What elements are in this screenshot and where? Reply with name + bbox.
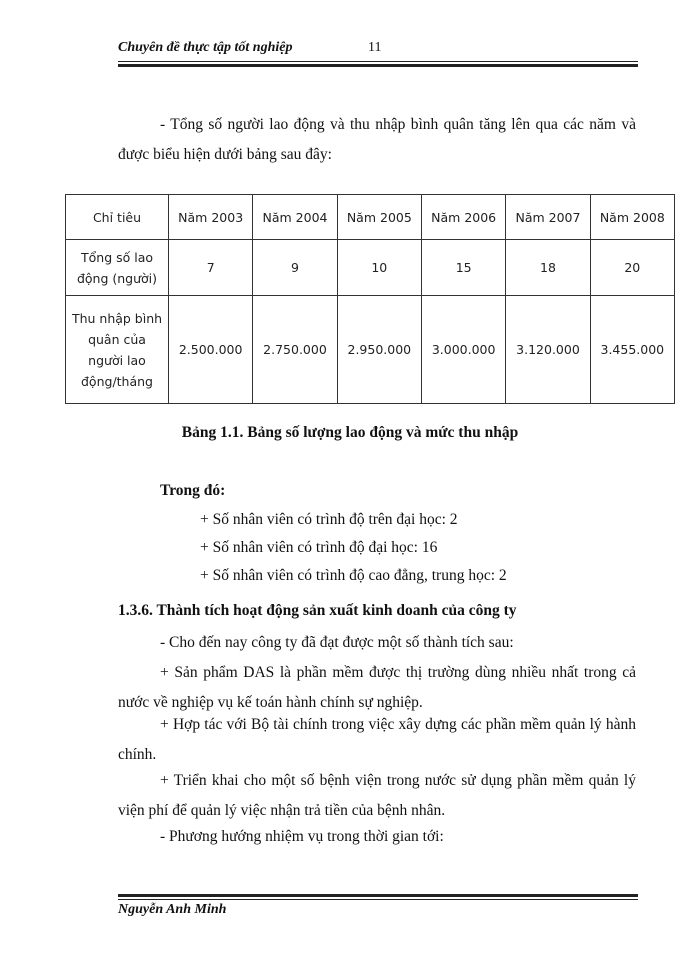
column-header: Năm 2007 (506, 195, 590, 240)
list-item: + Số nhân viên có trình độ đại học: 16 (200, 539, 438, 556)
table-cell: 15 (421, 240, 505, 296)
column-header: Chỉ tiêu (66, 195, 169, 240)
section-paragraph: + Sản phẩm DAS là phần mềm được thị trường dùng nhiều nhất trong cả nước về nghiệp vụ kế toán hành chính sự nghiệp. (118, 664, 636, 711)
column-header: Năm 2004 (253, 195, 337, 240)
table-cell: 20 (590, 240, 674, 296)
footer-rule-thick (118, 894, 638, 897)
section-heading: 1.3.6. Thành tích hoạt động sản xuất kinh doanh của công ty (118, 602, 517, 619)
table-cell: 10 (337, 240, 421, 296)
column-header: Năm 2006 (421, 195, 505, 240)
table-header-row (66, 195, 675, 240)
section-paragraph: + Triển khai cho một số bệnh viện trong nước sử dụng phần mềm quản lý viện phí để quản lý việc nhận trả tiền của bệnh nhân. (118, 772, 636, 819)
list-item: + Số nhân viên có trình độ cao đẳng, trung học: 2 (200, 567, 507, 584)
table-cell: 2.950.000 (337, 296, 421, 404)
table-row (66, 296, 675, 404)
column-header: Năm 2008 (590, 195, 674, 240)
footer-rule-thin (118, 899, 638, 900)
breakdown-list (200, 506, 507, 590)
table-cell: 7 (169, 240, 253, 296)
table-cell: 18 (506, 240, 590, 296)
intro-paragraph: - Tổng số người lao động và thu nhập bình quân tăng lên qua các năm và được biểu hiện dưới bảng sau đây: (118, 116, 636, 163)
table-row (66, 240, 675, 296)
row-label: Tổng số lao động (người) (66, 240, 169, 296)
document-title: Chuyên đề thực tập tốt nghiệp (118, 40, 293, 55)
header-rule-thick (118, 64, 638, 67)
table-cell: 3.000.000 (421, 296, 505, 404)
table-caption: Bảng 1.1. Bảng số lượng lao động và mức thu nhập (181, 424, 519, 441)
table-cell: 3.455.000 (590, 296, 674, 404)
column-header: Năm 2003 (169, 195, 253, 240)
section-paragraph: + Hợp tác với Bộ tài chính trong việc xây dựng các phần mềm quản lý hành chính. (118, 716, 636, 763)
table-cell: 2.750.000 (253, 296, 337, 404)
header-rule-thin (118, 61, 638, 62)
section-paragraph: - Phương hướng nhiệm vụ trong thời gian tới: (160, 828, 444, 845)
page-number: 11 (368, 40, 382, 55)
labor-income-table (65, 194, 675, 404)
column-header: Năm 2005 (337, 195, 421, 240)
table-cell: 2.500.000 (169, 296, 253, 404)
breakdown-heading: Trong đó: (160, 482, 226, 499)
row-label: Thu nhập bình quân của người lao động/tháng (66, 296, 169, 404)
section-paragraph: - Cho đến nay công ty đã đạt được một số thành tích sau: (160, 634, 514, 651)
list-item: + Số nhân viên có trình độ trên đại học: 2 (200, 511, 458, 528)
author-name: Nguyễn Anh Minh (118, 902, 227, 917)
table-cell: 3.120.000 (506, 296, 590, 404)
table-cell: 9 (253, 240, 337, 296)
